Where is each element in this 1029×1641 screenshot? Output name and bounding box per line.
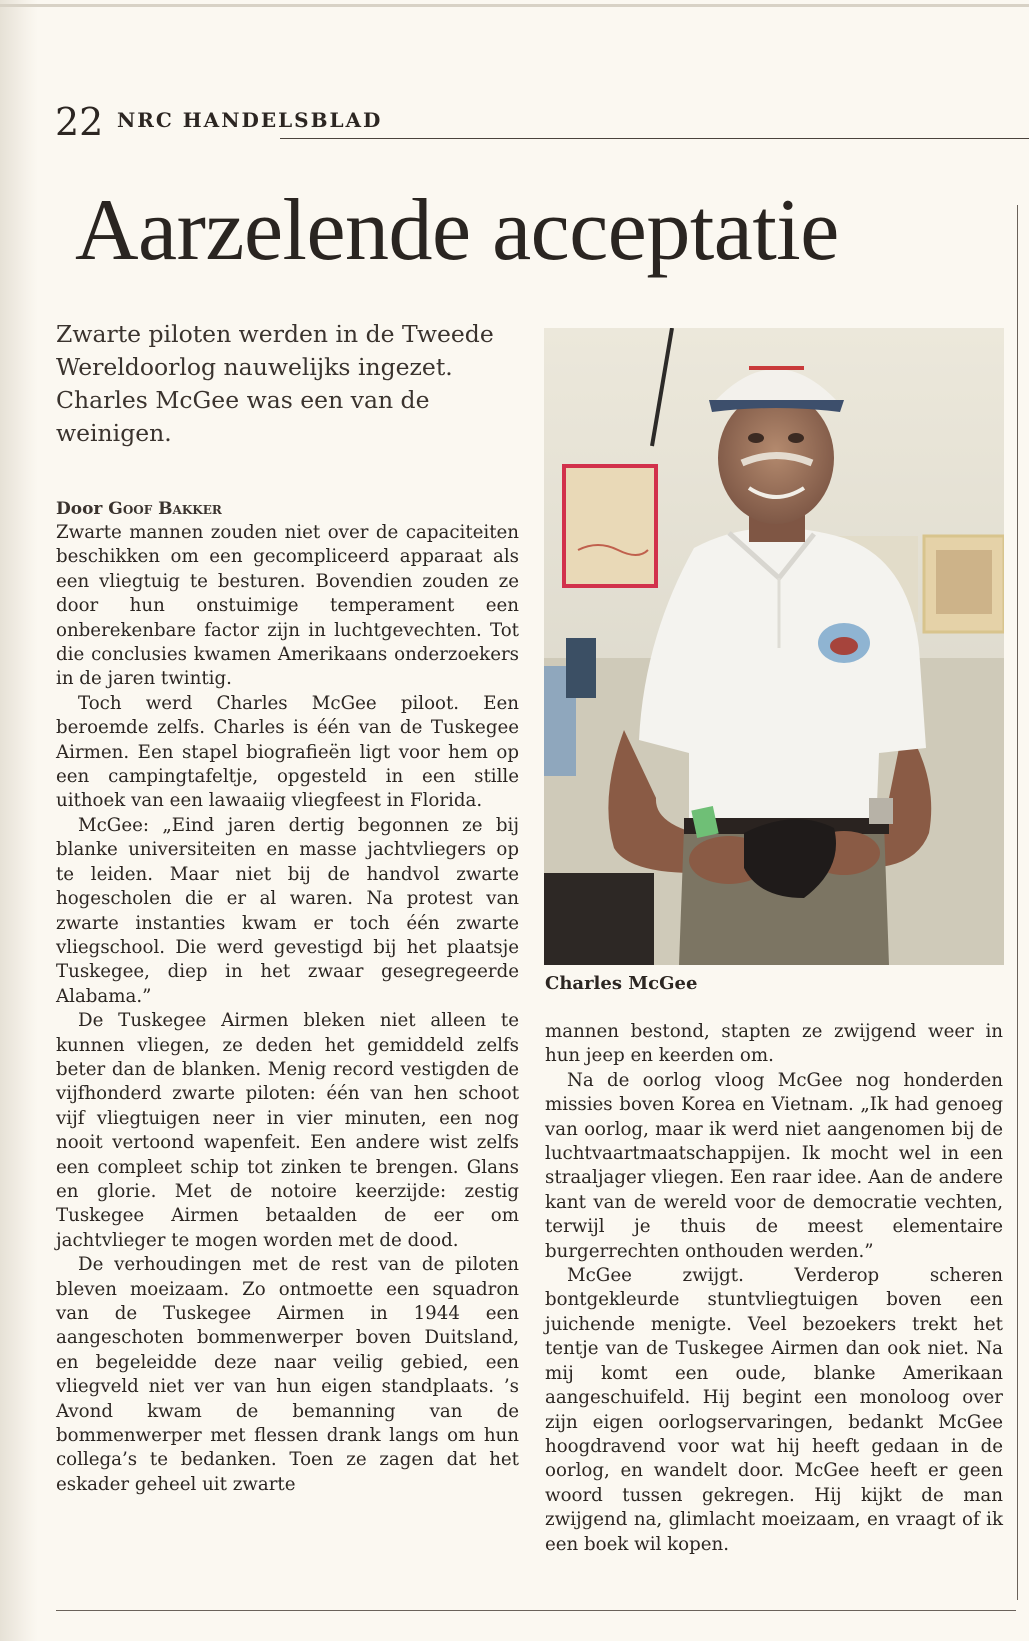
paragraph: De Tuskegee Airmen bleken niet alleen te kunnen vliegen, ze deden het gemiddeld zelfs beter dan de blanken. Menig record vestigden de vijfhonderd zwarte piloten: één van hen schoot vijf vliegtuigen neer in vier minuten, een nog nooit vertoond wapenfeit. Een andere wist zelfs een compleet schip tot zinken te brengen. Glans en glorie. Met de notoire keerzijde: zestig Tuskegee Airmen betaalden de eer om jachtvlieger te mogen worden met de dood. bbox=[56, 1010, 519, 1251]
byline bbox=[56, 499, 516, 519]
paragraph: Toch werd Charles McGee piloot. Een beroemde zelfs. Charles is één van de Tuskegee Airmen. Een stapel biografieën ligt voor hem op een campingtafeltje, opgesteld in een stille uithoek van een lawaaiig vliegfeest in Florida. bbox=[56, 692, 519, 812]
photo-caption: Charles McGee bbox=[545, 973, 698, 994]
column-rule-right bbox=[1017, 205, 1018, 1600]
scan-edge-shadow bbox=[0, 0, 38, 1641]
article-column-1 bbox=[56, 521, 519, 1497]
photo-charles-mcgee bbox=[544, 328, 1004, 965]
bottom-rule bbox=[56, 1610, 1016, 1611]
paragraph: McGee: „Eind jaren dertig begonnen ze bij blanke universiteiten en masse jachtvliegers op te leiden. Maar niet bij de handvol zwarte hogescholen die er al waren. Na protest van zwarte instanties kwam er toch één zwarte vliegschool. Die werd gevestigd bij het plaatsje Tuskegee, diep in het zwaar gesegregeerde Alabama.” bbox=[56, 814, 519, 1007]
newspaper-name: NRC HANDELSBLAD bbox=[117, 108, 383, 132]
masthead-rule bbox=[280, 138, 1029, 139]
page-number: 22 bbox=[55, 100, 104, 144]
byline-prefix: Door bbox=[56, 499, 109, 519]
paragraph: De verhoudingen met de rest van de piloten bleven moeizaam. Zo ontmoette een squadron van de Tuskegee Airmen in 1944 een aangeschoten bommenwerper boven Duitsland, en begeleidde deze naar veilig gebied, een vliegveld niet ver van hun eigen standplaats. ’s Avond kwam de bemanning van de bommenwerper met flessen drank langs om hun collega’s te bedanken. Toen ze zagen dat het eskader geheel uit zwarte bbox=[56, 1254, 519, 1495]
byline-author: Goof Bakker bbox=[108, 499, 222, 519]
article-column-2 bbox=[545, 1020, 1003, 1557]
paragraph: Na de oorlog vloog McGee nog honderden missies boven Korea en Vietnam. „Ik had genoeg van oorlog, maar ik werd niet aangenomen bij de luchtvaartmaatschappijen. Ik mocht wel in een straaljager vliegen. Een raar idee. Aan de andere kant van de wereld voor de democratie vechten, terwijl je thuis de meest elementaire burgerrechten onthouden werden.” bbox=[545, 1069, 1003, 1262]
paragraph: Zwarte mannen zouden niet over de capaciteiten beschikken om een gecompliceerd apparaat als een vliegtuig te besturen. Bovendien zouden ze door hun onstuimige temperament een onberekenbare factor zijn in luchtgevechten. Tot die conclusies kwamen Amerikaans onderzoekers in de jaren twintig. bbox=[56, 522, 519, 690]
article-photo bbox=[544, 328, 1004, 965]
scan-top-edge bbox=[0, 4, 1029, 7]
article-headline: Aarzelende acceptatie bbox=[75, 182, 839, 279]
article-intro: Zwarte piloten werden in de Tweede Wereldoorlog nauwelijks ingezet. Charles McGee was een van de weinigen. bbox=[56, 320, 494, 447]
masthead bbox=[55, 100, 1020, 146]
paragraph: mannen bestond, stapten ze zwijgend weer in hun jeep en keerden om. bbox=[545, 1021, 1003, 1067]
paragraph: McGee zwijgt. Verderop scheren bontgekleurde stuntvliegtuigen boven een juichende menigte. Veel bezoekers trekt het tentje van de Tuskegee Airmen dan ook niet. Na mij komt een oude, blanke Amerikaan aangeschuifeld. Hij begint een monoloog over zijn eigen oorlogservaringen, bedankt McGee hoogdravend voor wat hij heeft gedaan in de oorlog, en wandelt door. McGee heeft er geen woord tussen gekregen. Hij kijkt de man zwijgend na, glimlacht moeizaam, en vraagt of ik een boek wil kopen. bbox=[545, 1265, 1003, 1555]
